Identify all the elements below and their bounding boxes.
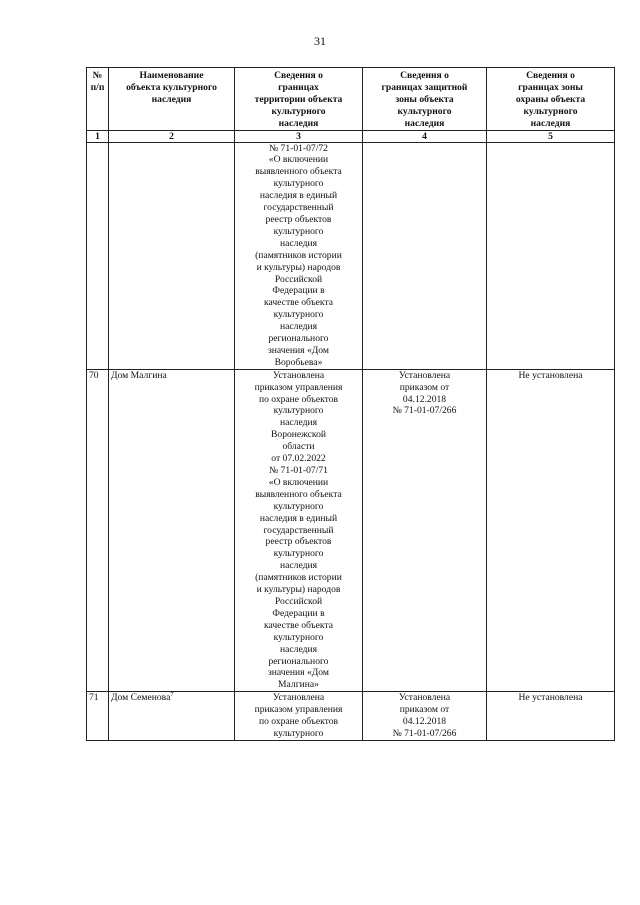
column-number: 5 — [487, 130, 615, 142]
text-line: качестве объекта — [263, 619, 334, 631]
text-line: № — [92, 70, 103, 81]
column-number: 1 — [87, 130, 109, 142]
text-line: объекта культурного — [126, 81, 217, 93]
column-number-row — [87, 130, 615, 142]
page-number: 31 — [314, 34, 326, 48]
table-header-row — [87, 68, 615, 131]
text-line: наследия в единый — [259, 512, 338, 524]
text-line: культурного — [273, 727, 324, 739]
text-line: культурного — [273, 225, 324, 237]
text-line: Федерации в — [272, 607, 325, 619]
text-line: п/п — [90, 81, 105, 93]
text-line: наследия — [280, 643, 317, 655]
text-line: наследия — [278, 117, 319, 129]
text-line: наследия — [280, 321, 317, 333]
row-number — [87, 142, 109, 369]
table-row — [87, 369, 615, 691]
header-object-name — [109, 68, 235, 131]
protection-zone-info: Не установлена — [487, 369, 615, 691]
text-line: Воронежской — [271, 429, 326, 441]
text-line: Наименование — [139, 70, 204, 81]
text-line: «О включении — [268, 154, 329, 166]
text-line: «О включении — [268, 476, 329, 488]
table-row — [87, 142, 615, 369]
text-line: границах зоны — [518, 81, 583, 93]
header-protective-zone-boundaries — [363, 68, 487, 131]
text-line: приказом управления — [254, 704, 343, 716]
text-line: области — [282, 441, 315, 453]
text-line: реестр объектов — [265, 536, 332, 548]
text-line: № 71-01-07/266 — [392, 727, 457, 739]
text-line: приказом от — [399, 381, 450, 393]
table-row — [87, 692, 615, 741]
text-line: Установлена — [272, 369, 325, 381]
text-line: и культуры) народов — [256, 584, 341, 596]
protection-zone-info — [487, 142, 615, 369]
text-line: культурного — [273, 309, 324, 321]
text-line: 04.12.2018 — [402, 716, 447, 728]
text-line: культурного — [271, 105, 326, 117]
protective-zone-info — [363, 142, 487, 369]
column-number: 3 — [235, 130, 363, 142]
object-name: Дом Семенова$^7$ — [109, 692, 235, 741]
text-line: наследия — [280, 560, 317, 572]
text-line: Установлена — [398, 692, 451, 704]
text-line: культурного — [273, 631, 324, 643]
text-line: реестр объектов — [265, 213, 332, 225]
text-line: регионального — [268, 333, 329, 345]
header-protection-zone-boundaries — [487, 68, 615, 131]
text-line: Установлена — [272, 692, 325, 704]
text-line: территории объекта — [254, 93, 343, 105]
column-number: 4 — [363, 130, 487, 142]
text-line: (памятников истории — [255, 249, 342, 261]
footnote-marker: 7 — [170, 691, 174, 699]
text-line: по охране объектов — [258, 393, 339, 405]
text-line: значения «Дом — [268, 667, 329, 679]
text-line: государственный — [263, 524, 334, 536]
protective-zone-info — [363, 692, 487, 741]
text-line: границах — [278, 81, 319, 93]
column-number: 2 — [109, 130, 235, 142]
object-name — [109, 142, 235, 369]
text-line: наследия — [404, 117, 445, 129]
text-line: охраны объекта — [515, 93, 586, 105]
text-line: Федерации в — [272, 285, 325, 297]
text-line: выявленного объекта — [255, 488, 342, 500]
text-line: культурного — [273, 178, 324, 190]
object-name: Дом Малгина — [109, 369, 235, 691]
text-line: № 71-01-07/72 — [269, 142, 328, 154]
text-line: Российской — [274, 595, 323, 607]
text-line: наследия — [280, 237, 317, 249]
text-line: по охране объектов — [258, 716, 339, 728]
text-line: культурного — [273, 548, 324, 560]
text-line: Установлена — [398, 369, 451, 381]
row-number: 71 — [87, 692, 109, 741]
text-line: культурного — [273, 500, 324, 512]
territory-info — [235, 692, 363, 741]
text-line: наследия — [530, 117, 571, 129]
text-line: зоны объекта — [395, 93, 454, 105]
text-line: наследия — [280, 417, 317, 429]
header-territory-boundaries — [235, 68, 363, 131]
text-line: № 71-01-07/71 — [269, 465, 328, 476]
text-line: границах защитной — [381, 81, 468, 93]
protection-zone-info: Не установлена — [487, 692, 615, 741]
text-line: Российской — [274, 273, 323, 285]
text-line: Сведения о — [400, 70, 449, 81]
header-number — [87, 68, 109, 131]
text-line: Малгина» — [278, 679, 319, 691]
text-line: (памятников истории — [255, 572, 342, 584]
text-line: качестве объекта — [263, 297, 334, 309]
text-line: приказом от — [399, 704, 450, 716]
text-line: выявленного объекта — [255, 166, 342, 178]
territory-info — [235, 369, 363, 691]
text-line: от 07.02.2022 — [271, 453, 326, 465]
text-line: и культуры) народов — [256, 261, 341, 273]
text-line: Воробьева» — [274, 356, 323, 368]
text-line: государственный — [263, 202, 334, 214]
text-line: Сведения о — [526, 70, 575, 81]
text-line: приказом управления — [254, 381, 343, 393]
text-line: наследия — [151, 93, 192, 105]
text-line: культурного — [273, 405, 324, 417]
text-line: культурного — [523, 105, 578, 117]
heritage-registry-table — [86, 67, 615, 741]
text-line: значения «Дом — [268, 344, 329, 356]
text-line: 04.12.2018 — [402, 393, 447, 405]
text-line: регионального — [268, 655, 329, 667]
protective-zone-info — [363, 369, 487, 691]
territory-info — [235, 142, 363, 369]
text-line: наследия в единый — [259, 190, 338, 202]
text-line: № 71-01-07/266 — [392, 405, 457, 417]
text-line: Сведения о — [274, 70, 323, 81]
text-line: культурного — [397, 105, 452, 117]
row-number: 70 — [87, 369, 109, 691]
